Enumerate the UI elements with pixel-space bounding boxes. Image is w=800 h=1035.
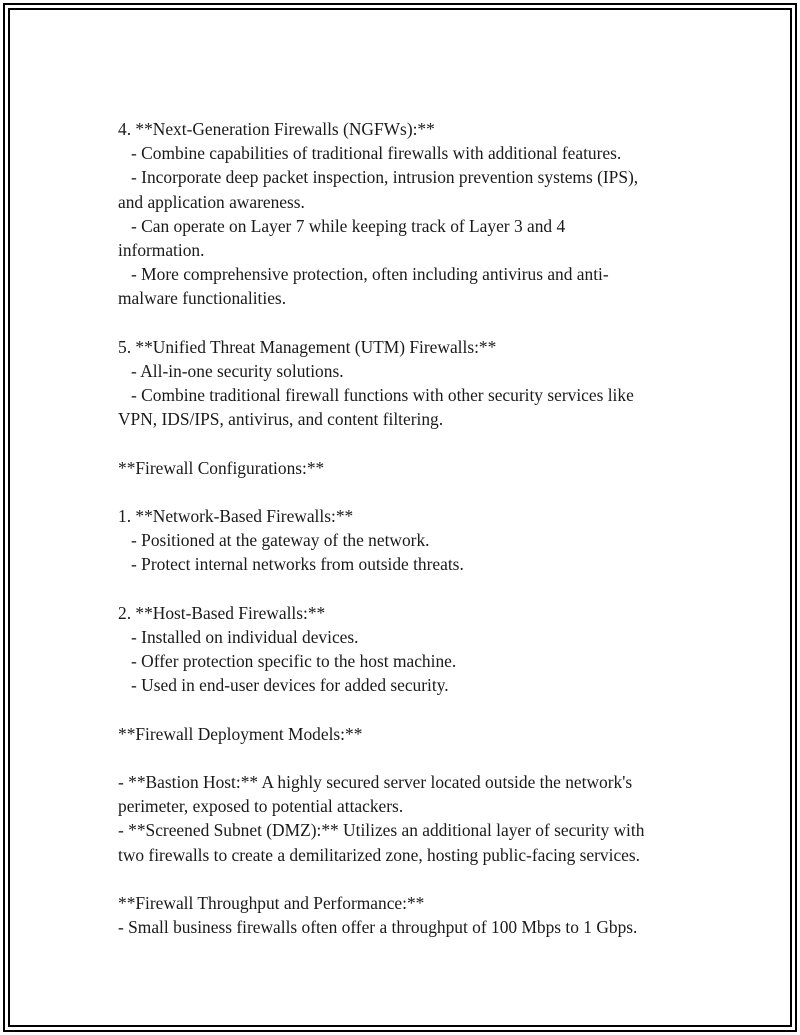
blank-line [118, 746, 688, 770]
text-line: - Installed on individual devices. [118, 626, 359, 647]
text-line: - More comprehensive protection, often including antivirus and anti- [118, 264, 609, 285]
blank-line [118, 867, 688, 891]
text-line: malware functionalities. [118, 288, 287, 309]
text-line: information. [118, 239, 205, 260]
blank-line [118, 480, 688, 504]
blank-line [118, 698, 688, 722]
text-line: VPN, IDS/IPS, antivirus, and content filtering. [118, 409, 444, 430]
text-line: - Combine traditional firewall functions with other security services like [118, 385, 634, 406]
text-line: - Offer protection specific to the host machine. [118, 651, 457, 672]
text-line: 5. **Unified Threat Management (UTM) Firewalls:** [118, 336, 497, 357]
text-line: - Incorporate deep packet inspection, intrusion prevention systems (IPS), [118, 167, 639, 188]
blank-line [118, 311, 688, 335]
text-line: 1. **Network-Based Firewalls:** [118, 506, 354, 526]
text-line: 4. **Next-Generation Firewalls (NGFWs):** [118, 119, 435, 139]
text-line: - Positioned at the gateway of the network. [118, 530, 430, 551]
text-line: **Firewall Throughput and Performance:** [118, 893, 425, 913]
document-body [118, 117, 688, 939]
text-line: **Firewall Configurations:** [118, 457, 325, 478]
text-line: - Protect internal networks from outside threats. [118, 554, 464, 575]
text-line: - Combine capabilities of traditional firewalls with additional features. [118, 143, 622, 164]
text-line: **Firewall Deployment Models:** [118, 723, 363, 744]
text-line: two firewalls to create a demilitarized zone, hosting public-facing services. [118, 844, 640, 865]
text-line: perimeter, exposed to potential attackers. [118, 796, 404, 817]
text-line: - **Screened Subnet (DMZ):** Utilizes an additional layer of security with [118, 820, 645, 841]
text-line: and application awareness. [118, 191, 305, 212]
blank-line [118, 431, 688, 455]
text-line: - Can operate on Layer 7 while keeping track of Layer 3 and 4 [118, 215, 566, 236]
text-line: - **Bastion Host:** A highly secured server located outside the network's [118, 772, 633, 793]
text-line: 2. **Host-Based Firewalls:** [118, 602, 326, 623]
blank-line [118, 577, 688, 601]
text-line: - Small business firewalls often offer a throughput of 100 Mbps to 1 Gbps. [118, 917, 638, 938]
text-line: - All-in-one security solutions. [118, 360, 344, 381]
text-line: - Used in end-user devices for added security. [118, 675, 449, 696]
